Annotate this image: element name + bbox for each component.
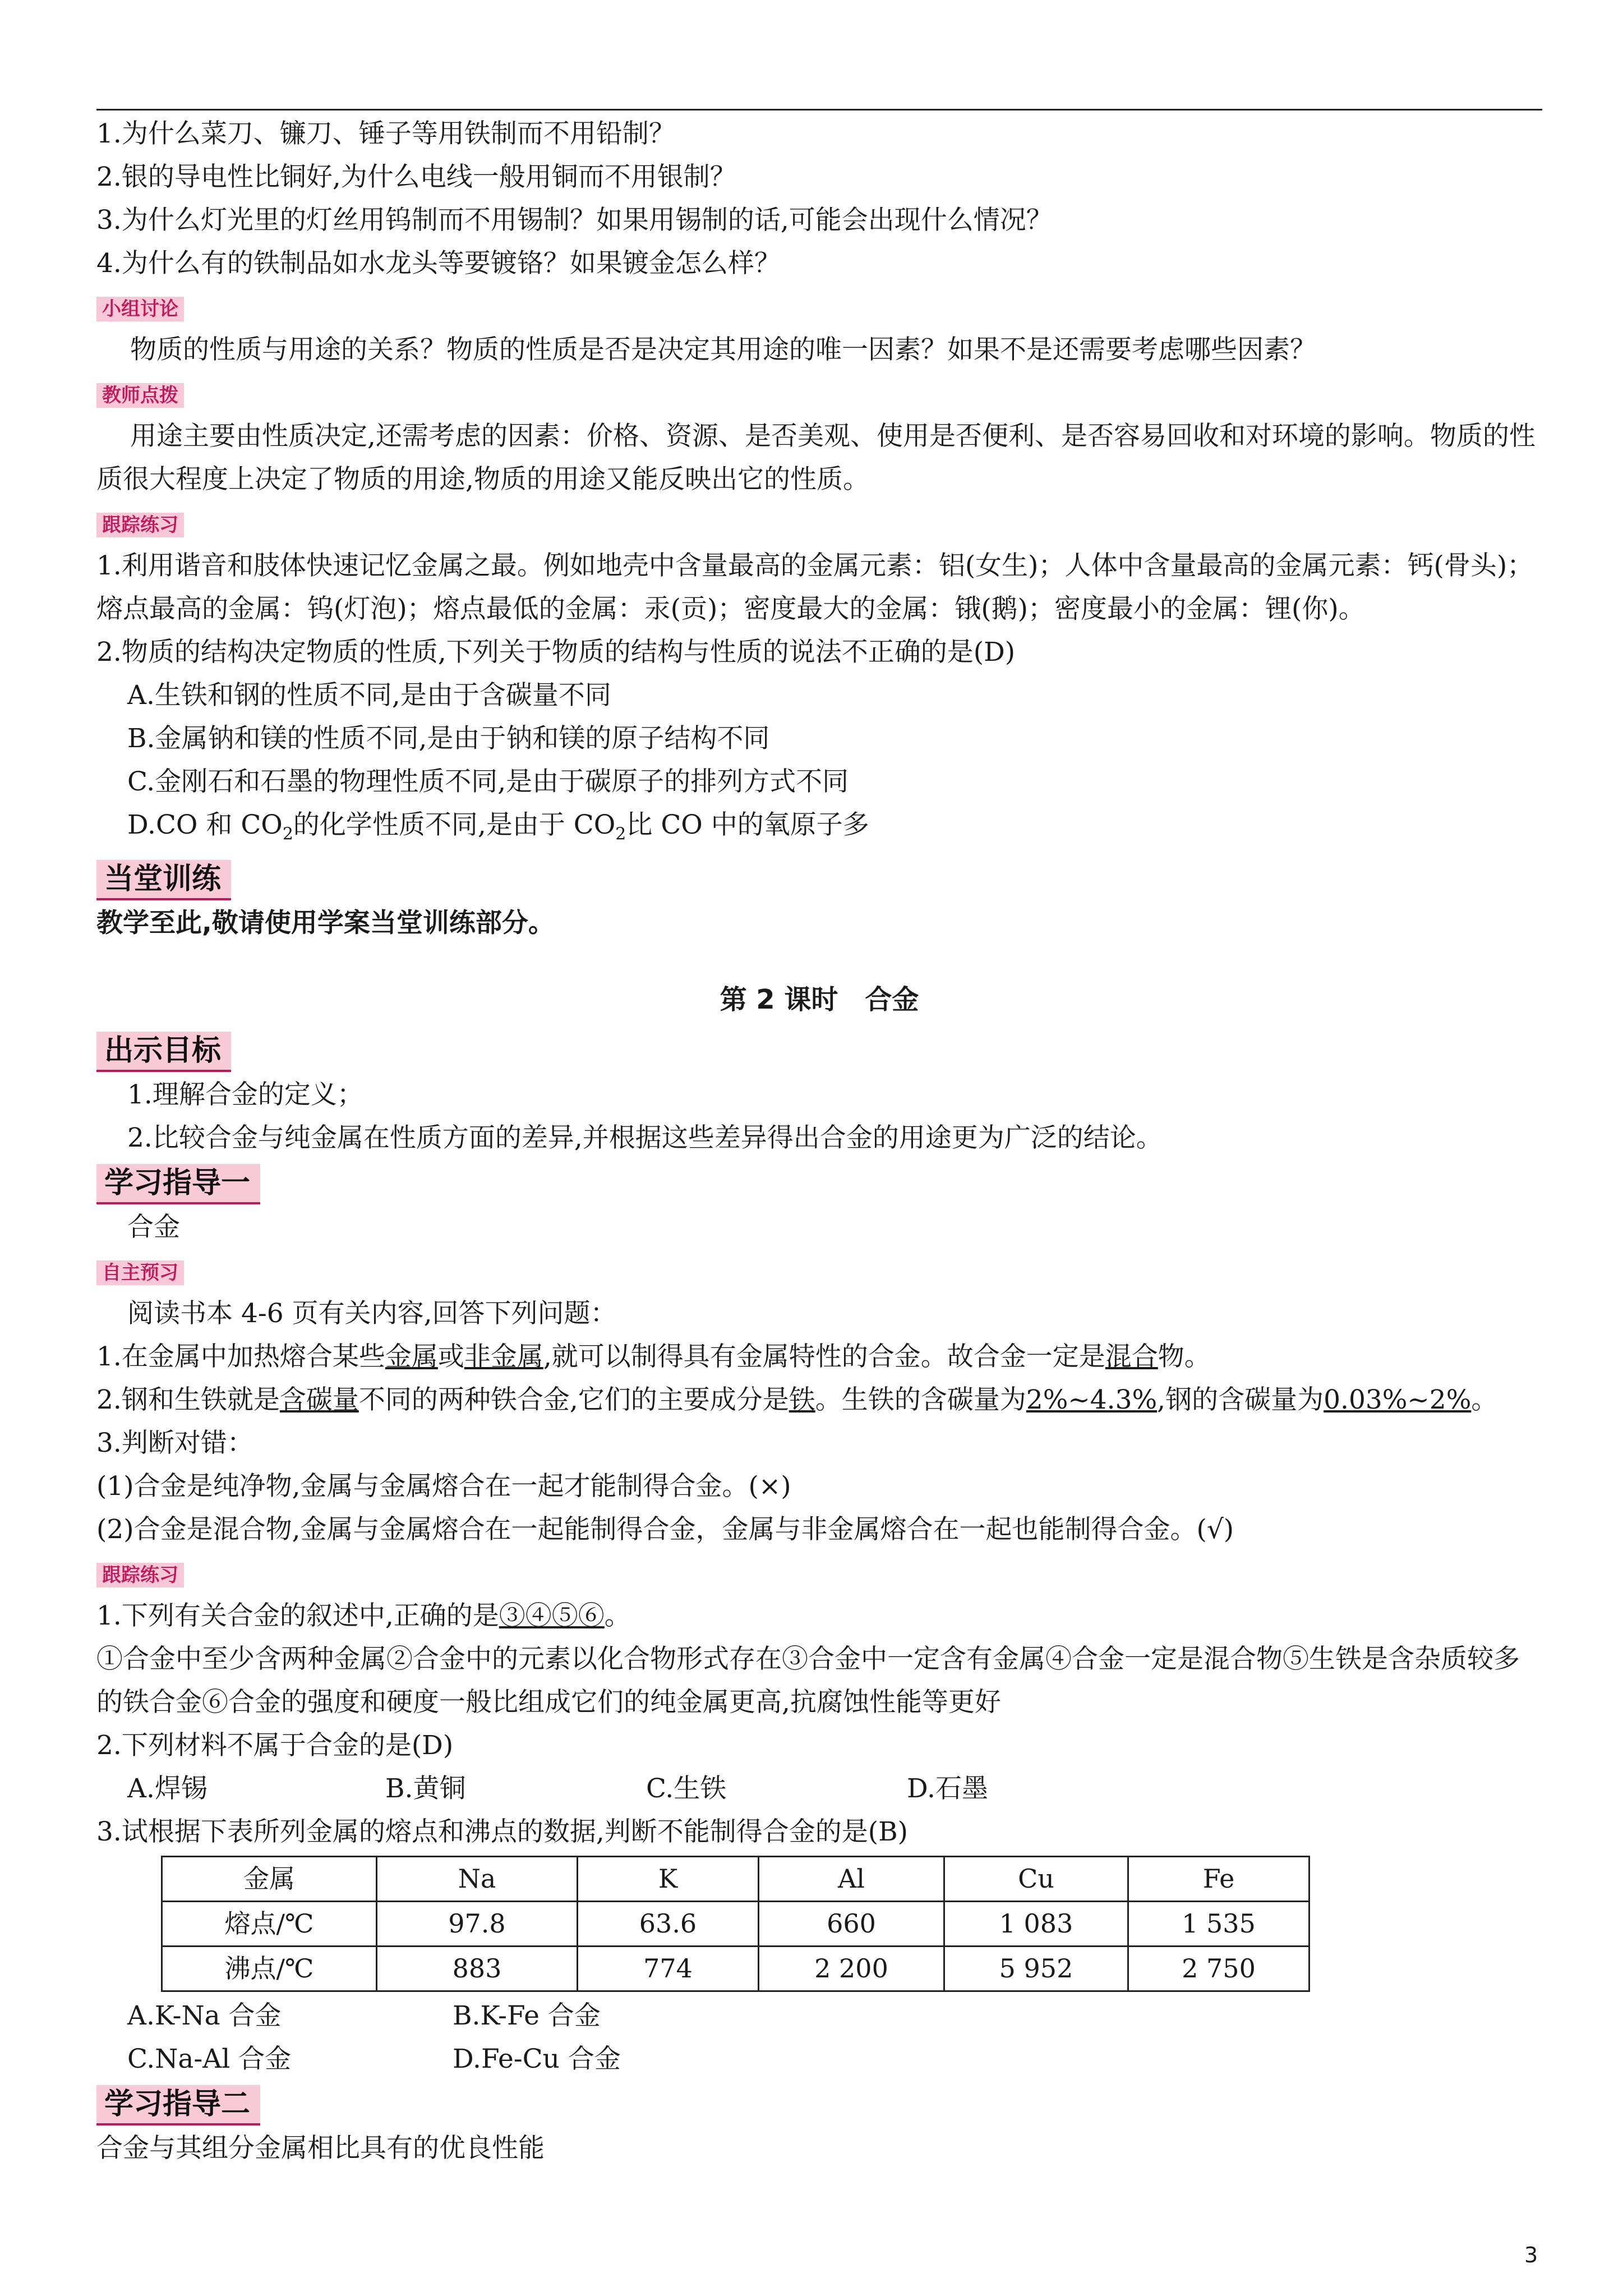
- practice-2-statements: ①合金中至少含两种金属②合金中的元素以化合物形式存在③合金中一定含有金属④合金一定是混合物⑤生铁是含杂质较多的铁合金⑥合金的强度和硬度一般比组成它们的纯金属更高,抗腐蚀性能等更好: [96, 1644, 1520, 1718]
- self-study-tag: 自主预习: [96, 1260, 184, 1285]
- lesson-title: 第 2 课时 合金: [720, 984, 919, 1016]
- q3-option-d: D.Fe-Cu 合金: [453, 2044, 621, 2075]
- table-cell: Na: [377, 1857, 578, 1902]
- table-cell: 金属: [162, 1857, 377, 1902]
- practice-2-question-1: 1.下列有关合金的叙述中,正确的是③④⑤⑥。: [96, 1600, 631, 1632]
- question-4: 4.为什么有的铁制品如水龙头等要镀铬？如果镀金怎么样？: [96, 248, 781, 279]
- judge-2: (2)合金是混合物,金属与金属熔合在一起能制得合金，金属与非金属熔合在一起也能制得合金。(√): [96, 1514, 1234, 1545]
- option-d: D.CO 和 $CO_2$的化学性质不同,是由于 $CO_2$比 CO 中的氧原子多: [127, 809, 869, 844]
- q2-option-b: B.黄铜: [385, 1773, 466, 1805]
- table-cell: 2 750: [1128, 1947, 1310, 1991]
- practice-2-tag: 跟踪练习: [96, 1563, 184, 1588]
- practice-2-q3-options-row-1: [96, 1994, 1542, 2037]
- table-header-row: [162, 1857, 1310, 1902]
- teacher-tip-tag: 教师点拨: [96, 383, 184, 408]
- guide-1-header: 学习指导一: [96, 1164, 260, 1204]
- table-cell: 97.8: [377, 1902, 578, 1947]
- self-study-3: 3.判断对错：: [96, 1428, 253, 1459]
- question-3: 3.为什么灯光里的灯丝用钨制而不用锡制？如果用锡制的话,可能会出现什么情况？: [96, 205, 1053, 236]
- objective-2: 2.比较合金与纯金属在性质方面的差异,并根据这些差异得出合金的用途更为广泛的结论。: [127, 1122, 1163, 1154]
- header-rule: [96, 109, 1542, 111]
- objectives-header: 出示目标: [96, 1032, 231, 1072]
- table-cell: 2 200: [759, 1947, 944, 1991]
- practice-question-2: 2.物质的结构决定物质的性质,下列关于物质的结构与性质的说法不正确的是(D): [96, 637, 1016, 668]
- judge-1: (1)合金是纯净物,金属与金属熔合在一起才能制得合金。(×): [96, 1471, 791, 1502]
- table-row: [162, 1947, 1310, 1991]
- table-cell: 沸点/℃: [162, 1947, 377, 1991]
- q3-option-b: B.K-Fe 合金: [453, 2000, 601, 2032]
- table-cell: 1 083: [944, 1902, 1128, 1947]
- practice-tag: 跟踪练习: [96, 513, 184, 537]
- teacher-tip-text: 用途主要由性质决定,还需考虑的因素：价格、资源、是否美观、使用是否便利、是否容易回收和对环境的影响。物质的性质很大程度上决定了物质的用途,物质的用途又能反映出它的性质。: [96, 421, 1536, 495]
- class-training-header: 当堂训练: [96, 860, 231, 900]
- self-study-2: 2.钢和生铁就是含碳量不同的两种铁合金,它们的主要成分是铁。生铁的含碳量为2%~4.3%,钢的含碳量为0.03%~2%。: [96, 1384, 1498, 1416]
- practice-2-question-2: 2.下列材料不属于合金的是(D): [96, 1730, 454, 1761]
- table-cell: 774: [578, 1947, 759, 1991]
- practice-2-question-3: 3.试根据下表所列金属的熔点和沸点的数据,判断不能制得合金的是(B): [96, 1816, 908, 1848]
- table-cell: Fe: [1128, 1857, 1310, 1902]
- q2-option-d: D.石墨: [907, 1773, 988, 1805]
- table-cell: 63.6: [578, 1902, 759, 1947]
- table-cell: 660: [759, 1902, 944, 1947]
- table-cell: Al: [759, 1857, 944, 1902]
- question-2: 2.银的导电性比铜好,为什么电线一般用铜而不用银制？: [96, 162, 736, 192]
- read-instruction: 阅读书本 4-6 页有关内容,回答下列问题：: [127, 1298, 617, 1329]
- objective-1: 1.理解合金的定义；: [127, 1079, 363, 1111]
- guide-2-topic: 合金与其组分金属相比具有的优良性能: [96, 2133, 545, 2164]
- option-a: A.生铁和钢的性质不同,是由于含碳量不同: [127, 680, 611, 711]
- page-number: 3: [1524, 2243, 1538, 2267]
- option-b: B.金属钠和镁的性质不同,是由于钠和镁的原子结构不同: [127, 723, 770, 754]
- page-content: [96, 112, 1542, 2170]
- table-cell: 5 952: [944, 1947, 1128, 1991]
- q2-option-a: A.焊锡: [127, 1773, 208, 1805]
- practice-2-q2-options: [96, 1767, 1542, 1810]
- table-row: [162, 1902, 1310, 1947]
- table-cell: K: [578, 1857, 759, 1902]
- group-discussion-text: 物质的性质与用途的关系？物质的性质是否是决定其用途的唯一因素？如果不是还需要考虑哪些因素？: [130, 334, 1316, 365]
- table-cell: 883: [377, 1947, 578, 1991]
- table-cell: Cu: [944, 1857, 1128, 1902]
- metal-data-table: [161, 1856, 1310, 1992]
- group-discussion-tag: 小组讨论: [96, 297, 184, 321]
- table-cell: 熔点/℃: [162, 1902, 377, 1947]
- q3-option-c: C.Na-Al 合金: [127, 2044, 292, 2075]
- guide-1-topic: 合金: [127, 1212, 180, 1243]
- option-c: C.金刚石和石墨的物理性质不同,是由于碳原子的排列方式不同: [127, 766, 849, 797]
- practice-2-q3-options-row-2: [96, 2037, 1542, 2081]
- guide-2-header: 学习指导二: [96, 2085, 260, 2125]
- class-training-text: 教学至此,敬请使用学案当堂训练部分。: [96, 908, 555, 939]
- self-study-1: 1.在金属中加热熔合某些金属或非金属,就可以制得具有金属特性的合金。故合金一定是混合物。: [96, 1341, 1211, 1373]
- practice-question-1: 1.利用谐音和肢体快速记忆金属之最。例如地壳中含量最高的金属元素：铝(女生)；人体中含量最高的金属元素：钙(骨头)；熔点最高的金属：钨(灯泡)；熔点最低的金属：汞(贡)；密度最大的金属：锇(鹅)；密度最小的金属：锂(你)。: [96, 550, 1534, 624]
- question-1: 1.为什么菜刀、镰刀、锤子等用铁制而不用铅制？: [96, 118, 675, 149]
- q3-option-a: A.K-Na 合金: [127, 2000, 282, 2032]
- table-cell: 1 535: [1128, 1902, 1310, 1947]
- q2-option-c: C.生铁: [646, 1773, 727, 1805]
